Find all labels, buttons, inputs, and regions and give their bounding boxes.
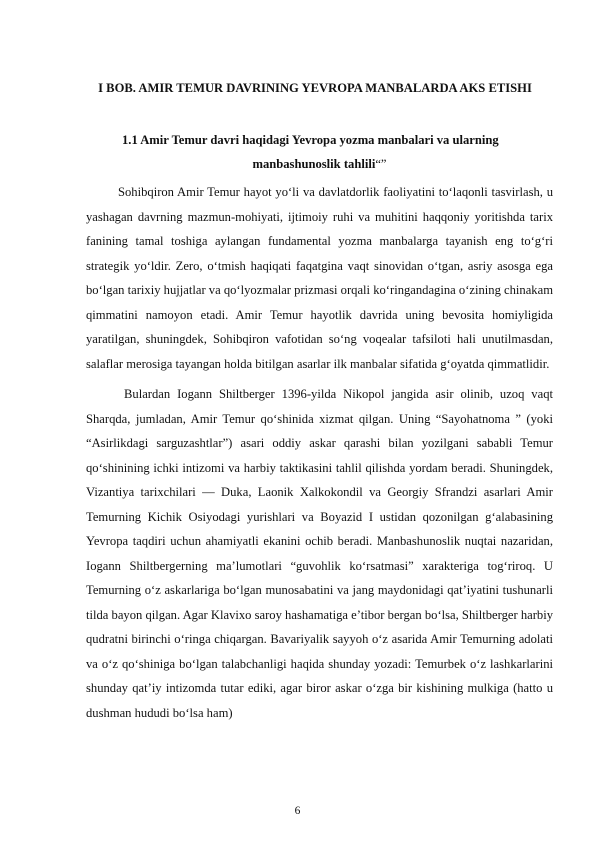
chapter-title: I BOB. AMIR TEMUR DAVRINING YEVROPA MANBALARDA AKS ETISHI [98, 81, 532, 95]
section-title-line2: manbashunoslik tahlili [252, 157, 376, 171]
section-title-line1: 1.1 Amir Temur davri haqidagi Yevropa yozma manbalari va ularning [122, 133, 499, 147]
body-text [86, 180, 553, 725]
paragraph-1: Sohibqiron Amir Temur hayot yo‘li va davlatdorlik faoliyatini to‘laqonli tasvirlash, u yashagan davrning mazmun-mohiyati, ijtimoiy ruhi va muhitini haqqoniy yoritishda tarix fanining tamal toshiga aylangan fundamental yozma manbalarga tayanish eng to‘g‘ri strategik yo‘ldir. Zero, o‘tmish haqiqati faqatgina vaqt sinovidan o‘tgan, asriy asosga ega bo‘lgan tarixiy hujjatlar va qo‘lyozmalar prizmasi orqali ko‘ringandagina o‘zining chinakam qimmatini namoyon etadi. Amir Temur hayotlik davrida uning bevosita homiyligida yaratilgan, shuningdek, Sohibqiron vafotidan so‘ng voqealar tafsiloti hali unutilmasdan, salaflar merosiga tayangan holda bitilgan asarlar ilk manbalar sifatida g‘oyatda qimmatlidir. [86, 185, 553, 371]
section-title [86, 128, 553, 176]
section-title-note: “” [375, 157, 387, 171]
page-number: 6 [294, 805, 301, 817]
paragraph-2: Bulardan Iogann Shiltberger 1396-yilda Nikopol jangida asir olinib, uzoq vaqt Sharqda, jumladan, Amir Temur qo‘shinida xizmat qilgan. Uning “Sayohatnoma ” (yoki “Asirlikdagi sarguzashtlar”) asari oddiy askar qarashi bilan yozilgani sababli Temur qo‘shinining ichki intizomi va harbiy taktikasini tahlil qilishda yordam beradi. Shuningdek, Vizantiya tarixchilari — Duka, Laonik Xalkokondil va Georgiy Sfrandzi asarlari Amir Temurning Kichik Osiyodagi yurishlari va Boyazid I ustidan qozonilgan g‘alabasining Yevropa taqdiri uchun ahamiyatli ekanini ochib beradi. Manbashunoslik nuqtai nazaridan, Iogann Shiltbergerning ma’lumotlari “guvohlik ko‘rsatmasi” xarakteriga tog‘riroq. U Temurning o‘z askarlariga bo‘lgan munosabatini va jang maydonidagi qat’iyatini tushunarli tilda bayon qilgan. Agar Klavixo saroy hashamatiga e’tibor bergan bo‘lsa, Shiltberger harbiy qudratni birinchi o‘ringa chiqargan. Bavariyalik sayyoh o‘z asarida Amir Temurning adolati va o‘z qo‘shiniga bo‘lgan talabchanligi haqida shunday yozadi: Temurbek o‘z lashkarlarini shunday qat’iy intizomda tutar ediki, agar biror askar o‘zga bir kishining mulkiga (hatto u dushman hududi bo‘lsa ham) [86, 387, 553, 720]
section-title-line2-wrapper [86, 152, 553, 176]
